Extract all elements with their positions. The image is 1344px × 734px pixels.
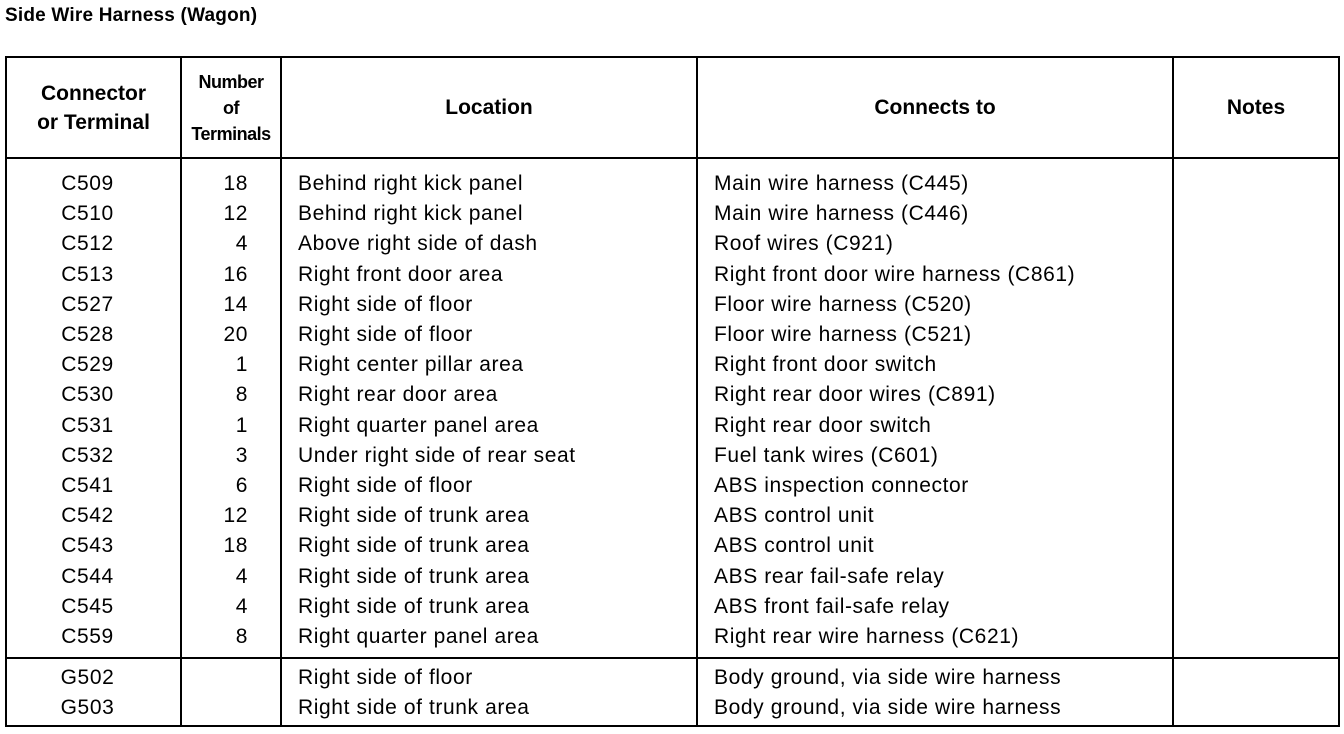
connector-group bbox=[6, 158, 1339, 658]
connects-to-cell: Roof wires (C921) bbox=[697, 229, 1173, 259]
connector-cell: C528 bbox=[6, 320, 181, 350]
connector-cell: C542 bbox=[6, 501, 181, 531]
notes-cell bbox=[1173, 441, 1339, 471]
header-terminals-line2: of bbox=[223, 97, 239, 118]
location-cell: Right front door area bbox=[281, 260, 697, 290]
table-row bbox=[6, 622, 1339, 658]
terminals-cell: 1 bbox=[181, 411, 281, 441]
notes-cell bbox=[1173, 320, 1339, 350]
location-cell: Right rear door area bbox=[281, 380, 697, 410]
connects-to-cell: ABS front fail-safe relay bbox=[697, 592, 1173, 622]
location-cell: Right side of trunk area bbox=[281, 501, 697, 531]
terminals-cell: 4 bbox=[181, 229, 281, 259]
location-cell: Behind right kick panel bbox=[281, 158, 697, 199]
header-notes: Notes bbox=[1173, 57, 1339, 158]
table-row bbox=[6, 260, 1339, 290]
terminals-cell: 14 bbox=[181, 290, 281, 320]
table-row bbox=[6, 471, 1339, 501]
terminals-cell: 20 bbox=[181, 320, 281, 350]
table-row bbox=[6, 501, 1339, 531]
connector-cell: C529 bbox=[6, 350, 181, 380]
location-cell: Right side of floor bbox=[281, 290, 697, 320]
notes-cell bbox=[1173, 229, 1339, 259]
page-title: Side Wire Harness (Wagon) bbox=[5, 5, 258, 26]
notes-cell bbox=[1173, 350, 1339, 380]
notes-cell bbox=[1173, 158, 1339, 199]
connects-to-cell: ABS inspection connector bbox=[697, 471, 1173, 501]
notes-cell bbox=[1173, 290, 1339, 320]
location-cell: Right side of floor bbox=[281, 320, 697, 350]
notes-cell bbox=[1173, 561, 1339, 591]
header-connects-to: Connects to bbox=[697, 57, 1173, 158]
connector-cell: C545 bbox=[6, 592, 181, 622]
location-cell: Right side of trunk area bbox=[281, 693, 697, 726]
table-row bbox=[6, 531, 1339, 561]
terminals-cell bbox=[181, 658, 281, 693]
notes-cell bbox=[1173, 199, 1339, 229]
table-row bbox=[6, 380, 1339, 410]
terminals-cell: 1 bbox=[181, 350, 281, 380]
location-cell: Right side of trunk area bbox=[281, 531, 697, 561]
table-row bbox=[6, 229, 1339, 259]
ground-group bbox=[6, 658, 1339, 726]
header-terminals-line3: Terminals bbox=[191, 123, 271, 144]
table-row bbox=[6, 592, 1339, 622]
table-row bbox=[6, 561, 1339, 591]
connector-cell: C510 bbox=[6, 199, 181, 229]
connector-cell: C530 bbox=[6, 380, 181, 410]
terminals-cell: 12 bbox=[181, 199, 281, 229]
connects-to-cell: ABS control unit bbox=[697, 501, 1173, 531]
location-cell: Right quarter panel area bbox=[281, 411, 697, 441]
terminals-cell: 12 bbox=[181, 501, 281, 531]
location-cell: Under right side of rear seat bbox=[281, 441, 697, 471]
terminals-cell: 6 bbox=[181, 471, 281, 501]
terminals-cell: 3 bbox=[181, 441, 281, 471]
terminals-cell bbox=[181, 693, 281, 726]
table-row bbox=[6, 199, 1339, 229]
table-row bbox=[6, 290, 1339, 320]
connector-cell: C532 bbox=[6, 441, 181, 471]
connects-to-cell: Floor wire harness (C520) bbox=[697, 290, 1173, 320]
connects-to-cell: Right rear door wires (C891) bbox=[697, 380, 1173, 410]
notes-cell bbox=[1173, 471, 1339, 501]
location-cell: Right side of trunk area bbox=[281, 592, 697, 622]
connects-to-cell: Right rear wire harness (C621) bbox=[697, 622, 1173, 658]
connector-cell: C527 bbox=[6, 290, 181, 320]
connects-to-cell: Floor wire harness (C521) bbox=[697, 320, 1173, 350]
notes-cell bbox=[1173, 531, 1339, 561]
connects-to-cell: Main wire harness (C446) bbox=[697, 199, 1173, 229]
header-connector-line2: or Terminal bbox=[37, 110, 150, 134]
location-cell: Behind right kick panel bbox=[281, 199, 697, 229]
notes-cell bbox=[1173, 622, 1339, 658]
header-terminals bbox=[181, 57, 281, 158]
header-row bbox=[6, 57, 1339, 158]
notes-cell bbox=[1173, 380, 1339, 410]
notes-cell bbox=[1173, 260, 1339, 290]
connector-cell: C544 bbox=[6, 561, 181, 591]
location-cell: Right quarter panel area bbox=[281, 622, 697, 658]
location-cell: Right side of floor bbox=[281, 658, 697, 693]
connector-cell: G502 bbox=[6, 658, 181, 693]
harness-table bbox=[5, 56, 1340, 727]
connects-to-cell: Body ground, via side wire harness bbox=[697, 693, 1173, 726]
table-header bbox=[6, 57, 1339, 158]
connects-to-cell: Main wire harness (C445) bbox=[697, 158, 1173, 199]
connects-to-cell: Fuel tank wires (C601) bbox=[697, 441, 1173, 471]
notes-cell bbox=[1173, 411, 1339, 441]
table-row bbox=[6, 350, 1339, 380]
connector-cell: C541 bbox=[6, 471, 181, 501]
location-cell: Right side of floor bbox=[281, 471, 697, 501]
connects-to-cell: ABS control unit bbox=[697, 531, 1173, 561]
connector-cell: C543 bbox=[6, 531, 181, 561]
table-row bbox=[6, 320, 1339, 350]
connector-cell: C559 bbox=[6, 622, 181, 658]
table-row bbox=[6, 158, 1339, 199]
connects-to-cell: Right front door wire harness (C861) bbox=[697, 260, 1173, 290]
notes-cell bbox=[1173, 658, 1339, 693]
header-terminals-line1: Number bbox=[198, 71, 264, 92]
terminals-cell: 4 bbox=[181, 592, 281, 622]
connects-to-cell: Right front door switch bbox=[697, 350, 1173, 380]
notes-cell bbox=[1173, 501, 1339, 531]
terminals-cell: 8 bbox=[181, 622, 281, 658]
table-row bbox=[6, 658, 1339, 693]
notes-cell bbox=[1173, 693, 1339, 726]
terminals-cell: 8 bbox=[181, 380, 281, 410]
header-connector-line1: Connector bbox=[41, 81, 146, 105]
header-connector bbox=[6, 57, 181, 158]
notes-cell bbox=[1173, 592, 1339, 622]
location-cell: Above right side of dash bbox=[281, 229, 697, 259]
connector-cell: C513 bbox=[6, 260, 181, 290]
location-cell: Right side of trunk area bbox=[281, 561, 697, 591]
terminals-cell: 16 bbox=[181, 260, 281, 290]
connects-to-cell: Right rear door switch bbox=[697, 411, 1173, 441]
terminals-cell: 18 bbox=[181, 158, 281, 199]
location-cell: Right center pillar area bbox=[281, 350, 697, 380]
connector-cell: C531 bbox=[6, 411, 181, 441]
connects-to-cell: Body ground, via side wire harness bbox=[697, 658, 1173, 693]
connector-cell: C512 bbox=[6, 229, 181, 259]
connector-cell: G503 bbox=[6, 693, 181, 726]
terminals-cell: 4 bbox=[181, 561, 281, 591]
table-row bbox=[6, 411, 1339, 441]
connects-to-cell: ABS rear fail-safe relay bbox=[697, 561, 1173, 591]
table-row bbox=[6, 441, 1339, 471]
connector-cell: C509 bbox=[6, 158, 181, 199]
terminals-cell: 18 bbox=[181, 531, 281, 561]
table-row bbox=[6, 693, 1339, 726]
header-location: Location bbox=[281, 57, 697, 158]
